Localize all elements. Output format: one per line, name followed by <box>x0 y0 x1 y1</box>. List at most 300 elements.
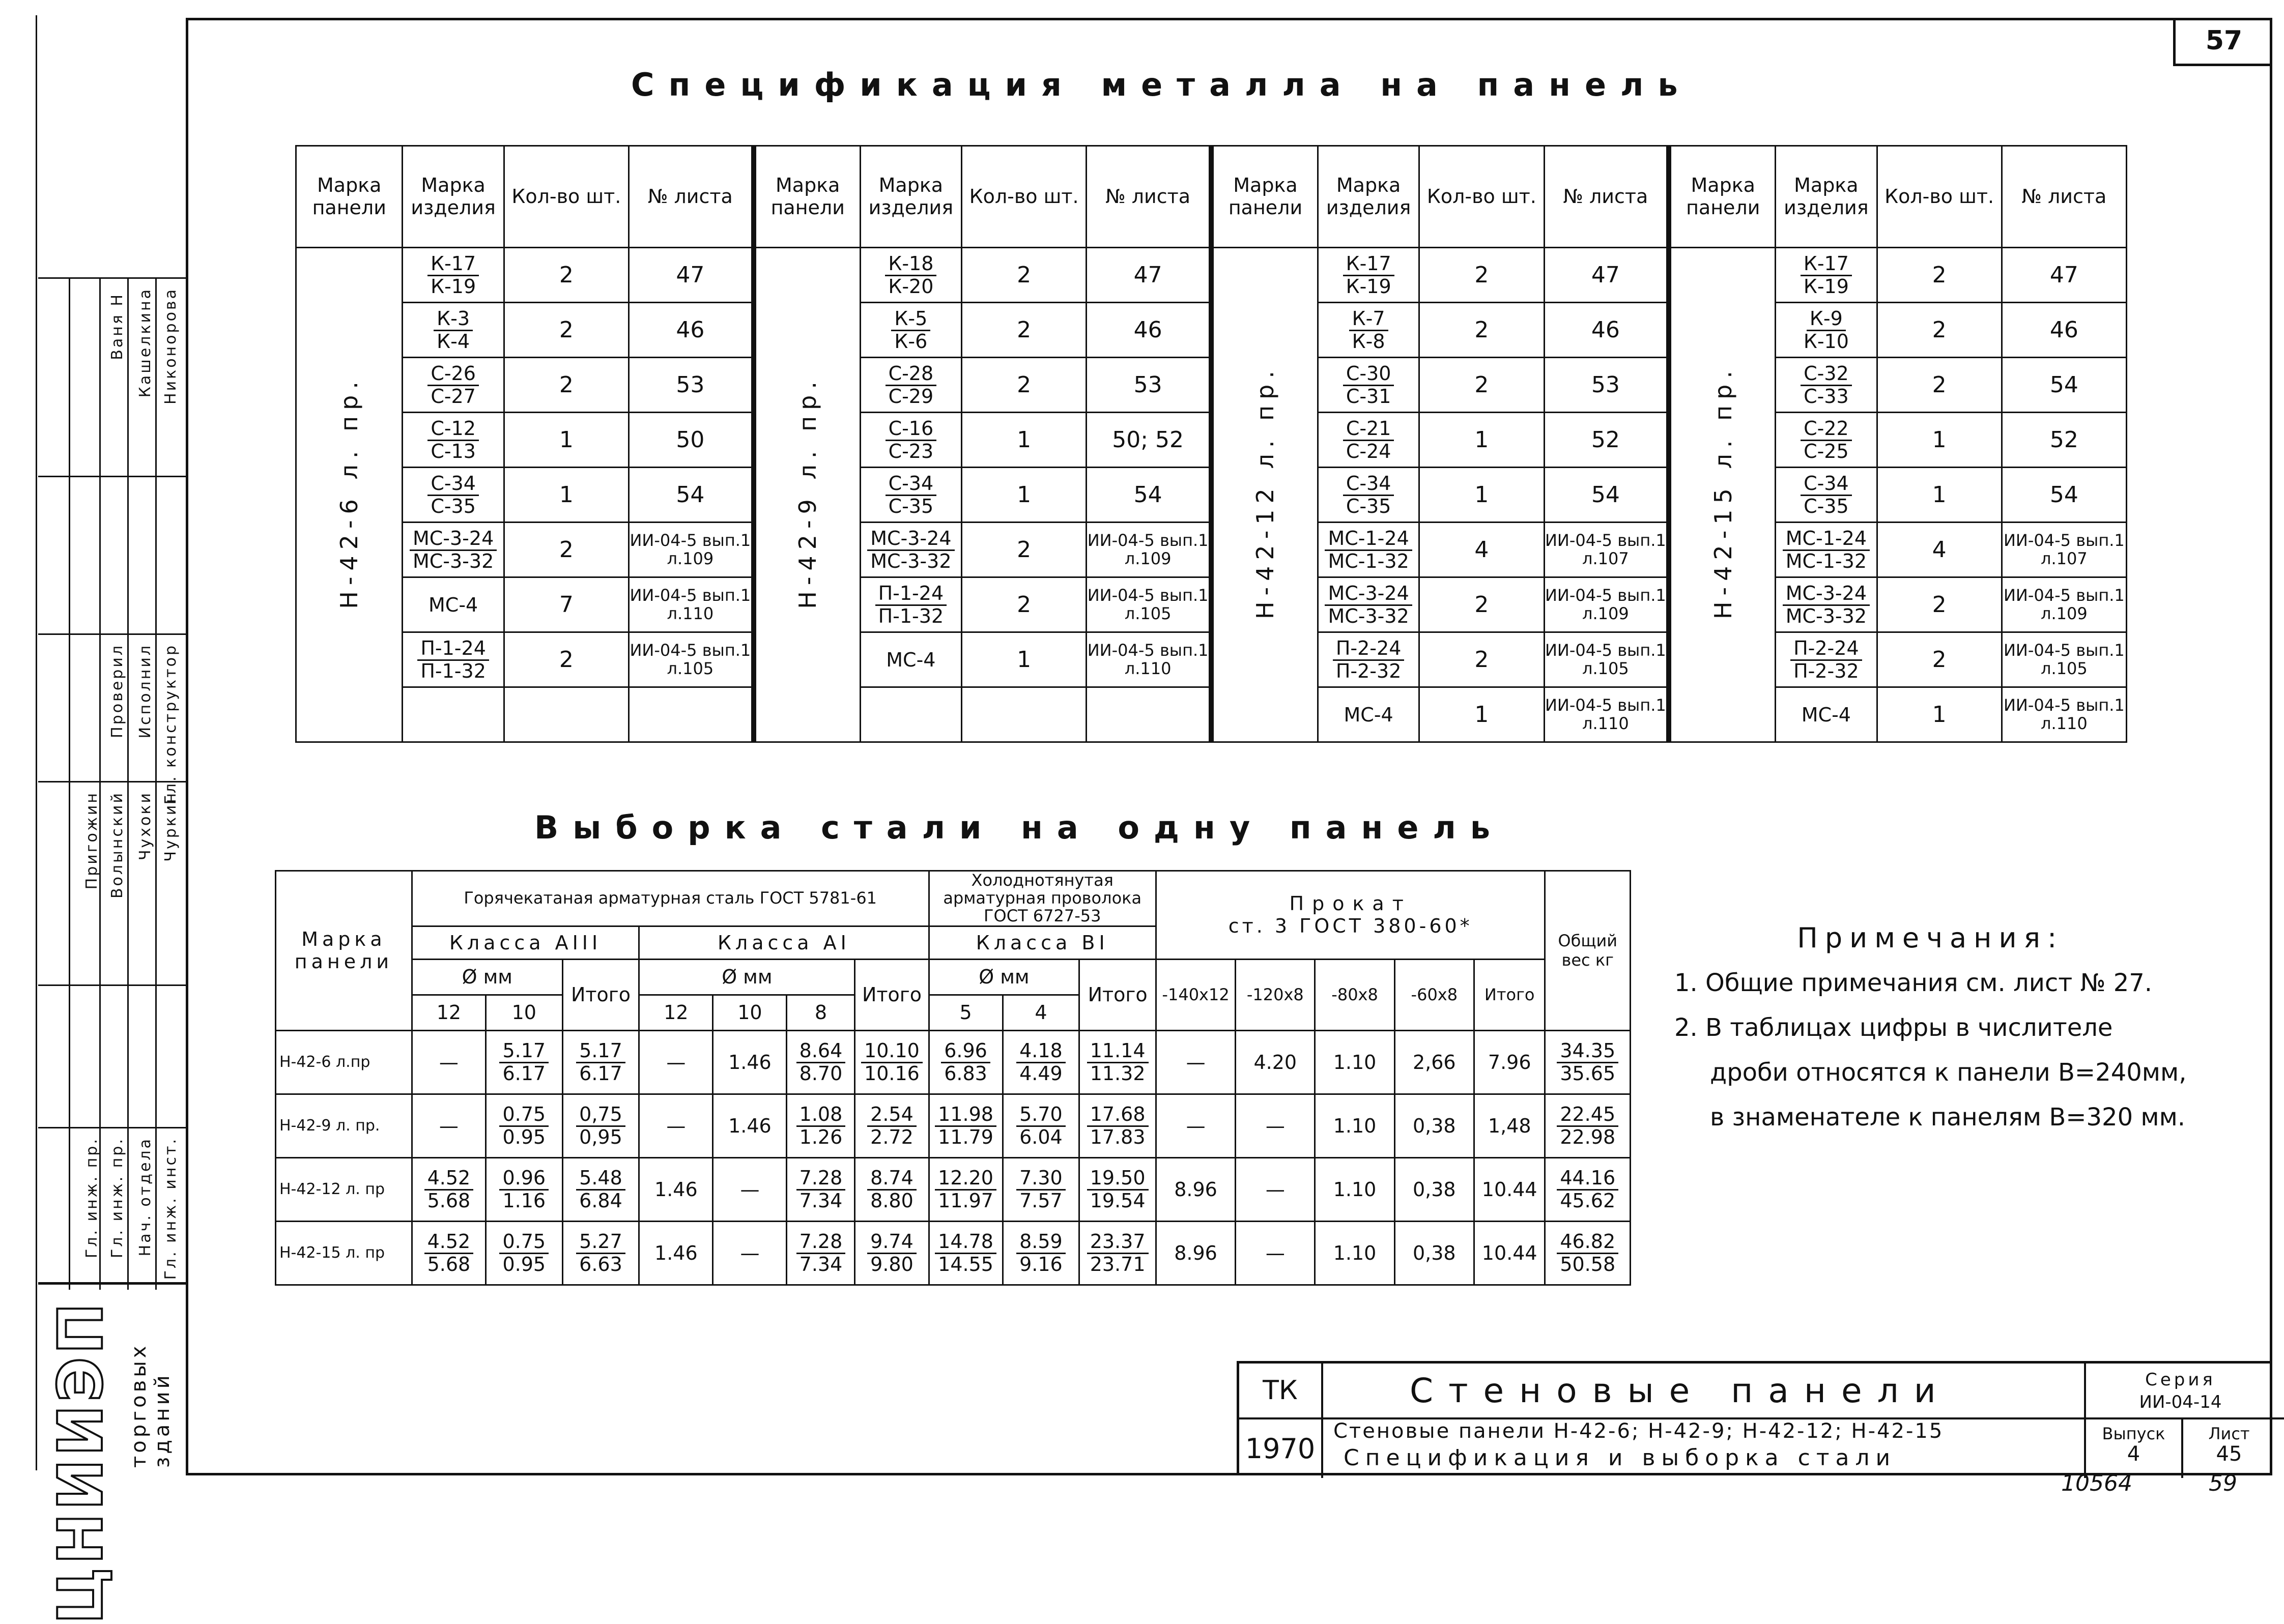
denominator: П-1-32 <box>420 660 486 682</box>
denominator: К-4 <box>437 330 470 353</box>
rolled-label: Прокат <box>1289 892 1412 915</box>
spec-item-cell <box>403 358 504 413</box>
spec-sheet-cell: ИИ-04-5 вып.1 л.105 <box>1544 632 1669 687</box>
sel-cell <box>929 1030 1003 1094</box>
sel-cell <box>787 1094 855 1157</box>
numerator: 4.52 <box>424 1231 474 1254</box>
sel-col: Итого <box>562 959 639 1030</box>
spec-qty-cell: 2 <box>504 358 629 413</box>
spec-sheet-cell: 47 <box>1087 248 1211 303</box>
side-name: Никонорова <box>162 287 180 404</box>
numerator: 46.82 <box>1557 1231 1618 1254</box>
denominator: 7.34 <box>799 1253 843 1276</box>
denominator: 7.57 <box>1019 1190 1063 1212</box>
sel-class-bi: Класса ВI <box>929 926 1156 959</box>
numerator: П-2-24 <box>1333 638 1405 661</box>
sel-cell <box>412 1030 486 1094</box>
spec-item-cell <box>860 632 961 687</box>
numerator: 8.74 <box>867 1168 917 1191</box>
fraction <box>1557 1040 1618 1085</box>
spec-header-cell: Марка изделия <box>403 146 504 248</box>
spec-sheet-cell: 50; 52 <box>1087 413 1211 468</box>
fraction <box>1557 1231 1618 1275</box>
sel-cell <box>1079 1030 1156 1094</box>
sel-col: -80х8 <box>1315 959 1394 1030</box>
side-role: Гл. инж. пр. <box>83 1137 101 1258</box>
denominator: К-8 <box>1352 330 1385 353</box>
value: 10.44 <box>1481 1241 1537 1264</box>
spec-item-cell <box>1776 577 1877 632</box>
sel-cell <box>562 1221 639 1285</box>
fraction <box>935 1168 996 1212</box>
spec-qty-cell: 1 <box>962 632 1087 687</box>
numerator: 5.17 <box>499 1040 549 1063</box>
sel-cell <box>1003 1157 1079 1221</box>
numerator: 34.35 <box>1557 1040 1618 1063</box>
stamp-issue-label: Выпуск <box>2102 1424 2165 1443</box>
numerator: 7.28 <box>796 1231 846 1254</box>
page-number: 57 <box>2173 18 2272 66</box>
spec-qty-cell: 2 <box>1877 358 2002 413</box>
numerator: МС-3-24 <box>410 528 497 551</box>
sel-cell <box>639 1094 713 1157</box>
denominator: С-33 <box>1804 385 1849 408</box>
spec-header-cell: Кол-во шт. <box>504 146 629 248</box>
fraction <box>499 1231 549 1275</box>
side-role: Проверил <box>108 644 126 738</box>
fraction <box>1333 638 1405 682</box>
spec-panel-cell <box>296 248 403 742</box>
numerator: 9.74 <box>867 1231 917 1254</box>
sel-col: 12 <box>412 995 486 1030</box>
spec-qty-cell: 1 <box>1877 468 2002 523</box>
sel-row <box>276 1157 1631 1221</box>
numerator: С-26 <box>427 363 479 386</box>
sel-cell <box>929 1094 1003 1157</box>
sel-header-rolled <box>1156 871 1545 960</box>
fraction <box>424 1231 474 1275</box>
spec-sheet-cell: ИИ-04-5 вып.1 л.110 <box>629 577 754 632</box>
spec-panel-cell <box>1669 248 1775 742</box>
spec-qty-cell: 2 <box>1419 632 1544 687</box>
fraction <box>1087 1040 1149 1085</box>
rolled-standard: ст. 3 ГОСТ 380-60* <box>1228 915 1473 938</box>
sel-cell <box>1474 1030 1545 1094</box>
spec-qty-cell: 1 <box>1877 687 2002 742</box>
sel-cell <box>486 1221 562 1285</box>
stamp-issue-value: 4 <box>2127 1442 2140 1466</box>
sel-cell <box>1394 1094 1474 1157</box>
sel-cell <box>562 1094 639 1157</box>
stamp-year: 1970 <box>1239 1419 1323 1478</box>
fraction <box>1087 1104 1149 1148</box>
value: 10.44 <box>1481 1178 1537 1201</box>
numerator: К-17 <box>1343 253 1394 276</box>
sel-col: -60х8 <box>1394 959 1474 1030</box>
numerator: МС-1-24 <box>1783 528 1870 551</box>
denominator: К-19 <box>1803 275 1849 298</box>
spec-sheet-cell: 54 <box>1087 468 1211 523</box>
denominator: МС-1-32 <box>1328 550 1409 572</box>
sel-cell <box>1156 1157 1235 1221</box>
spec-qty-cell: 2 <box>1877 632 2002 687</box>
sel-class-ai: Класса АI <box>639 926 929 959</box>
numerator: 2.54 <box>867 1104 917 1127</box>
denominator: С-31 <box>1346 385 1391 408</box>
spec-sheet-cell: ИИ-04-5 вып.1 л.105 <box>2002 632 2126 687</box>
fraction <box>417 638 489 682</box>
spec-sheet-cell: 46 <box>1087 303 1211 358</box>
side-role: Гл. инж. пр. <box>108 1137 126 1258</box>
sel-cell <box>1545 1157 1631 1221</box>
denominator: К-19 <box>431 275 476 298</box>
spec-sheet-cell: 47 <box>1544 248 1669 303</box>
numerator: С-21 <box>1343 418 1394 441</box>
spec-qty-cell: 2 <box>504 523 629 577</box>
denominator: 0.95 <box>502 1253 546 1276</box>
denominator: 11.32 <box>1090 1062 1146 1085</box>
denominator: 11.97 <box>938 1190 993 1212</box>
denominator: 5.68 <box>427 1253 471 1276</box>
denominator: 50.58 <box>1560 1253 1616 1276</box>
panel-mark: Н-42-9 л. пр. <box>794 375 822 609</box>
spec-panel-cell <box>754 248 860 742</box>
fraction <box>886 418 937 462</box>
sel-row <box>276 1221 1631 1285</box>
sel-col: -140х12 <box>1156 959 1235 1030</box>
spec-sheet-cell: 46 <box>1544 303 1669 358</box>
value: — <box>439 1051 459 1074</box>
sel-cell <box>1315 1094 1394 1157</box>
spec-sheet-cell: 46 <box>2002 303 2126 358</box>
fraction <box>1016 1168 1066 1212</box>
stamp-subtitle-2: Спецификация и выборка стали <box>1344 1445 1897 1471</box>
sel-header-mark: Марка панели <box>276 871 412 1031</box>
title-block <box>1237 1361 2272 1475</box>
archive-sheet: 59 <box>2209 1470 2237 1496</box>
sel-cell <box>1156 1030 1235 1094</box>
sel-cell <box>855 1094 929 1157</box>
stamp-series-label: Серия <box>2145 1370 2216 1390</box>
fraction <box>1343 253 1394 298</box>
numerator: К-7 <box>1349 308 1388 331</box>
denominator: 4.49 <box>1019 1062 1063 1085</box>
sel-cell <box>1474 1094 1545 1157</box>
sel-col: Итого <box>855 959 929 1030</box>
spec-qty-cell: 2 <box>962 248 1087 303</box>
fraction <box>427 473 479 517</box>
value: — <box>666 1114 686 1137</box>
fraction <box>796 1104 846 1148</box>
denominator: С-23 <box>888 440 934 462</box>
denominator: 10.16 <box>864 1062 920 1085</box>
fraction <box>427 418 479 462</box>
sel-cell <box>855 1030 929 1094</box>
archive-number: 10564 <box>2061 1470 2132 1496</box>
spec-panel-cell <box>1211 248 1318 742</box>
numerator: П-1-24 <box>875 583 947 606</box>
fraction <box>867 1168 917 1212</box>
fraction <box>1087 1231 1149 1275</box>
denominator: 23.71 <box>1090 1253 1146 1276</box>
side-name: Кашелкина <box>136 287 154 398</box>
value: 1.46 <box>654 1241 698 1264</box>
fraction <box>1801 308 1852 353</box>
numerator: 5.70 <box>1016 1104 1066 1127</box>
fraction <box>867 528 954 572</box>
sel-cell <box>1079 1094 1156 1157</box>
fraction <box>1801 418 1852 462</box>
value: — <box>1265 1114 1285 1137</box>
fraction <box>499 1040 549 1085</box>
spec-header-cell: № листа <box>1544 146 1669 248</box>
spec-qty-cell <box>962 687 1087 742</box>
spec-sheet-cell: 54 <box>2002 468 2126 523</box>
spec-item-cell <box>1776 248 1877 303</box>
denominator: С-35 <box>431 495 476 517</box>
spec-sheet-cell: 46 <box>629 303 754 358</box>
spec-item-cell <box>860 248 961 303</box>
numerator: 23.37 <box>1087 1231 1149 1254</box>
spec-qty-cell <box>504 687 629 742</box>
fraction <box>796 1231 846 1275</box>
stamp-title: Стеновые панели <box>1323 1364 2284 1419</box>
denominator: 7.34 <box>799 1190 843 1212</box>
denominator: 6.83 <box>944 1062 987 1085</box>
value: 1.46 <box>728 1051 772 1074</box>
fraction <box>1557 1168 1618 1212</box>
stamp-sheet-label: Лист <box>2208 1424 2250 1443</box>
spec-qty-cell: 2 <box>1419 248 1544 303</box>
fraction <box>1783 528 1870 572</box>
value: 1.10 <box>1333 1051 1377 1074</box>
numerator: 4.18 <box>1016 1040 1066 1063</box>
denominator: 0.95 <box>502 1126 546 1149</box>
spec-item-cell <box>1776 468 1877 523</box>
sel-cell <box>1003 1094 1079 1157</box>
spec-item-cell <box>1776 413 1877 468</box>
note-line: 1. Общие примечания см. лист № 27. <box>1674 969 2153 997</box>
note-line: дроби относятся к панели В=240мм, <box>1710 1058 2187 1087</box>
sel-cell <box>412 1221 486 1285</box>
spec-sheet-cell: ИИ-04-5 вып.1 л.109 <box>1087 523 1211 577</box>
numerator: 8.64 <box>796 1040 846 1063</box>
spec-item-cell <box>1776 303 1877 358</box>
numerator: 11.14 <box>1087 1040 1149 1063</box>
sel-col: 12 <box>639 995 713 1030</box>
fraction <box>1801 363 1852 408</box>
value: 1.46 <box>654 1178 698 1201</box>
spec-sheet-cell: ИИ-04-5 вып.1 л.107 <box>1544 523 1669 577</box>
denominator: 9.16 <box>1019 1253 1063 1276</box>
numerator: С-34 <box>427 473 479 496</box>
value: 2,66 <box>1413 1051 1456 1074</box>
spec-item-cell <box>1318 358 1419 413</box>
fraction <box>424 1168 474 1212</box>
denominator: С-35 <box>888 495 934 517</box>
side-name: Чухоки <box>136 791 154 861</box>
sel-cell <box>1394 1221 1474 1285</box>
notes-heading: Примечания: <box>1797 922 2064 954</box>
sel-cell <box>787 1030 855 1094</box>
value: 0,38 <box>1413 1178 1456 1201</box>
fraction <box>796 1040 846 1085</box>
spec-qty-cell: 1 <box>962 413 1087 468</box>
spec-item-cell <box>403 523 504 577</box>
denominator: 1.16 <box>502 1190 546 1212</box>
spec-qty-cell: 2 <box>962 523 1087 577</box>
note-line: 2. В таблицах цифры в числителе <box>1674 1013 2113 1042</box>
panel-mark: Н-42-6 л. пр. <box>335 375 363 609</box>
fraction <box>891 308 930 353</box>
denominator: 19.54 <box>1090 1190 1146 1212</box>
fraction <box>427 253 479 298</box>
sel-class-aiii: Класса АIII <box>412 926 639 959</box>
spec-item-cell <box>1318 523 1419 577</box>
sel-cell <box>855 1221 929 1285</box>
spec-item-cell <box>860 468 961 523</box>
spec-sheet-cell: ИИ-04-5 вып.1 л.109 <box>1544 577 1669 632</box>
spec-sheet-cell <box>629 687 754 742</box>
sel-col: 10 <box>713 995 787 1030</box>
sel-cell <box>1474 1221 1545 1285</box>
spec-header-cell: № листа <box>629 146 754 248</box>
fraction <box>1343 363 1394 408</box>
value: 4.20 <box>1253 1051 1297 1074</box>
value: 0,38 <box>1413 1114 1456 1137</box>
fraction <box>1349 308 1388 353</box>
stamp-sheet <box>2183 1419 2275 1478</box>
numerator: 19.50 <box>1087 1168 1149 1191</box>
denominator: 17.83 <box>1090 1126 1146 1149</box>
sel-row-mark: Н-42-12 л. пр <box>276 1157 412 1221</box>
value: — <box>1265 1178 1285 1201</box>
numerator: С-12 <box>427 418 479 441</box>
fraction <box>861 1040 923 1085</box>
spec-item-cell <box>1318 303 1419 358</box>
sel-dia: Ø мм <box>639 959 855 995</box>
numerator: 7.30 <box>1016 1168 1066 1191</box>
value: 8.96 <box>1174 1178 1217 1201</box>
value: — <box>439 1114 459 1137</box>
value: 7.96 <box>1488 1051 1531 1074</box>
sel-row <box>276 1094 1631 1157</box>
fraction <box>1016 1231 1066 1275</box>
value: — <box>1265 1241 1285 1264</box>
fraction <box>935 1104 996 1148</box>
fraction <box>935 1231 996 1275</box>
sel-cell <box>639 1221 713 1285</box>
value: 1,48 <box>1488 1114 1531 1137</box>
denominator: 6.17 <box>502 1062 546 1085</box>
fraction <box>1557 1104 1618 1148</box>
spec-sheet-cell: 53 <box>1087 358 1211 413</box>
spec-sheet-cell: ИИ-04-5 вып.1 л.105 <box>1087 577 1211 632</box>
org-subtitle: торговых зданий <box>127 1343 174 1468</box>
sel-col: 4 <box>1003 995 1079 1030</box>
sel-row-mark: Н-42-6 л.пр <box>276 1030 412 1094</box>
value: 1.10 <box>1333 1178 1377 1201</box>
spec-sheet-cell: 54 <box>629 468 754 523</box>
spec-sheet-cell: 54 <box>1544 468 1669 523</box>
value: 0,38 <box>1413 1241 1456 1264</box>
side-role: Гл. инж. инст. <box>162 1137 180 1280</box>
numerator: МС-1-24 <box>1325 528 1412 551</box>
denominator: МС-3-32 <box>412 550 494 572</box>
spec-qty-cell: 4 <box>1419 523 1544 577</box>
numerator: 0.75 <box>499 1104 549 1127</box>
denominator: 8.80 <box>870 1190 913 1212</box>
sel-cell <box>1236 1221 1315 1285</box>
numerator: С-34 <box>1801 473 1852 496</box>
sel-header-total-weight: Общий вес кг <box>1545 871 1631 1031</box>
side-name: Ваня Н <box>108 293 126 360</box>
denominator: С-29 <box>888 385 934 408</box>
numerator: С-34 <box>886 473 937 496</box>
org-logo-block <box>38 1282 186 1624</box>
denominator: К-20 <box>888 275 934 298</box>
fraction <box>1087 1168 1149 1212</box>
numerator: К-3 <box>434 308 473 331</box>
denominator: 1.26 <box>799 1126 843 1149</box>
sel-cell <box>486 1030 562 1094</box>
sel-cell <box>929 1157 1003 1221</box>
numerator: С-30 <box>1343 363 1394 386</box>
left-frame-line <box>36 15 37 1470</box>
spec-item-cell <box>403 687 504 742</box>
sel-cell <box>1236 1030 1315 1094</box>
sel-cell <box>713 1157 787 1221</box>
spec-sheet-cell <box>1087 687 1211 742</box>
sel-cell <box>713 1094 787 1157</box>
spec-item-cell <box>860 577 961 632</box>
spec-header-cell: Марка панели <box>296 146 403 248</box>
denominator: 9.80 <box>870 1253 913 1276</box>
fraction <box>499 1168 549 1212</box>
note-line: в знаменателе к панелям В=320 мм. <box>1710 1103 2186 1132</box>
spec-header-cell: Марка панели <box>754 146 860 248</box>
fraction <box>1016 1104 1066 1148</box>
fraction <box>867 1231 917 1275</box>
denominator: П-2-32 <box>1793 660 1859 682</box>
sel-cell <box>412 1157 486 1221</box>
sel-cell <box>1545 1221 1631 1285</box>
numerator: 4.52 <box>424 1168 474 1191</box>
fraction <box>867 1104 917 1148</box>
denominator: МС-1-32 <box>1785 550 1867 572</box>
sel-col: Итого <box>1079 959 1156 1030</box>
fraction <box>1790 638 1862 682</box>
sel-cell <box>787 1157 855 1221</box>
spec-item-cell <box>1776 358 1877 413</box>
numerator: 14.78 <box>935 1231 996 1254</box>
sel-cell <box>486 1157 562 1221</box>
numerator: С-16 <box>886 418 937 441</box>
spec-sheet-cell: ИИ-04-5 вып.1 л.110 <box>1087 632 1211 687</box>
spec-item-cell <box>1318 248 1419 303</box>
fraction <box>427 363 479 408</box>
sel-col: Итого <box>1474 959 1545 1030</box>
numerator: П-1-24 <box>417 638 489 661</box>
denominator: 0,95 <box>579 1126 622 1149</box>
sel-row-mark: Н-42-15 л. пр <box>276 1221 412 1285</box>
spec-sheet-cell: 47 <box>2002 248 2126 303</box>
denominator: С-35 <box>1804 495 1849 517</box>
spec-item-cell <box>403 577 504 632</box>
sel-cell <box>1315 1157 1394 1221</box>
sel-cell <box>1156 1221 1235 1285</box>
fraction <box>1783 583 1870 627</box>
